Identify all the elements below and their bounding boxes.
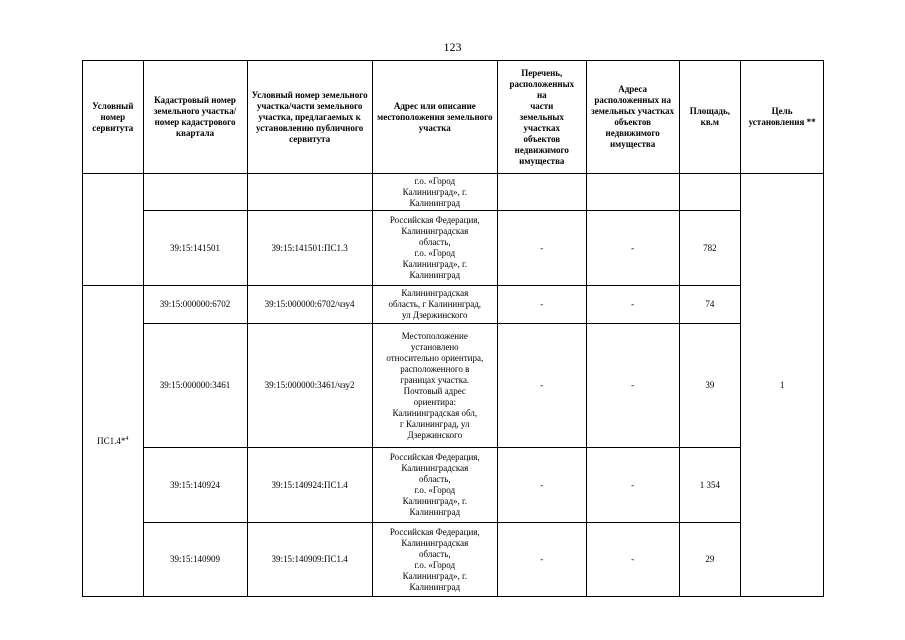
address-cell: Местоположение установлено относительно ориентира, расположенного в границах участка. Почтовый адрес ориентира: Калининградская обл, г Калининград, ул Дзержинского: [372, 324, 497, 448]
header-area: Площадь, кв.м: [679, 61, 741, 174]
header-objects-addresses: Адреса расположенных на земельных участках объектов недвижимого имущества: [586, 61, 679, 174]
conditional-number-cell: 39:15:000000:3461/чзу2: [247, 324, 372, 448]
header-cadastral-number: Кадастровый номер земельного участка/номер кадастрового квартала: [143, 61, 247, 174]
table-row: [83, 523, 824, 597]
objects-list-cell: -: [497, 211, 586, 286]
objects-addresses-cell: [586, 174, 679, 211]
cadastral-number-cell: [143, 174, 247, 211]
objects-list-cell: [497, 174, 586, 211]
address-cell: Российская Федерация, Калининградская область, г.о. «Город Калининград», г. Калининград: [372, 523, 497, 597]
header-row: [83, 61, 824, 174]
address-cell: Калининградская область, г Калининград, ул Дзержинского: [372, 286, 497, 324]
table-row: [83, 324, 824, 448]
header-objects-list: Перечень, расположенных на части земельных участках объектов недвижимого имущества: [497, 61, 586, 174]
objects-list-cell: -: [497, 286, 586, 324]
cadastral-number-cell: 39:15:140909: [143, 523, 247, 597]
area-cell: 39: [679, 324, 741, 448]
objects-addresses-cell: -: [586, 286, 679, 324]
objects-addresses-cell: -: [586, 448, 679, 523]
servitude-number-cell: [83, 174, 144, 286]
cadastral-number-cell: 39:15:141501: [143, 211, 247, 286]
table-row: [83, 211, 824, 286]
header-purpose: Цель установления **: [741, 61, 824, 174]
conditional-number-cell: 39:15:140909:ПС1.4: [247, 523, 372, 597]
servitude-number: ПС1.4*: [97, 435, 126, 446]
conditional-number-cell: 39:15:000000:6702/чзу4: [247, 286, 372, 324]
conditional-number-cell: 39:15:141501:ПС1.3: [247, 211, 372, 286]
objects-list-cell: -: [497, 448, 586, 523]
objects-list-cell: -: [497, 324, 586, 448]
servitude-footnote: 4: [125, 435, 129, 442]
address-cell: Российская Федерация, Калининградская область, г.о. «Город Калининград», г. Калининград: [372, 211, 497, 286]
address-cell: Российская Федерация, Калининградская область, г.о. «Город Калининград», г. Калининград: [372, 448, 497, 523]
area-cell: 1 354: [679, 448, 741, 523]
cadastral-number-cell: 39:15:000000:3461: [143, 324, 247, 448]
servitude-table: [82, 60, 824, 597]
table-row: [83, 286, 824, 324]
page-number: 123: [443, 40, 462, 54]
conditional-number-cell: [247, 174, 372, 211]
objects-list-cell: -: [497, 523, 586, 597]
cadastral-number-cell: 39:15:140924: [143, 448, 247, 523]
area-cell: 74: [679, 286, 741, 324]
area-cell: 782: [679, 211, 741, 286]
table-row: [83, 448, 824, 523]
area-cell: 29: [679, 523, 741, 597]
header-address: Адрес или описание местоположения земельного участка: [372, 61, 497, 174]
conditional-number-cell: 39:15:140924:ПС1.4: [247, 448, 372, 523]
area-cell: [679, 174, 741, 211]
table-row: [83, 174, 824, 211]
objects-addresses-cell: -: [586, 324, 679, 448]
header-conditional-number: Условный номер земельного участка/части земельного участка, предлагаемых к установлению публичного сервитута: [247, 61, 372, 174]
servitude-number-cell: [83, 286, 144, 597]
purpose-cell: 1: [741, 174, 824, 597]
objects-addresses-cell: -: [586, 211, 679, 286]
address-cell: г.о. «Город Калининград», г. Калининград: [372, 174, 497, 211]
objects-addresses-cell: -: [586, 523, 679, 597]
header-servitude-number: Условный номер сервитута: [83, 61, 144, 174]
cadastral-number-cell: 39:15:000000:6702: [143, 286, 247, 324]
